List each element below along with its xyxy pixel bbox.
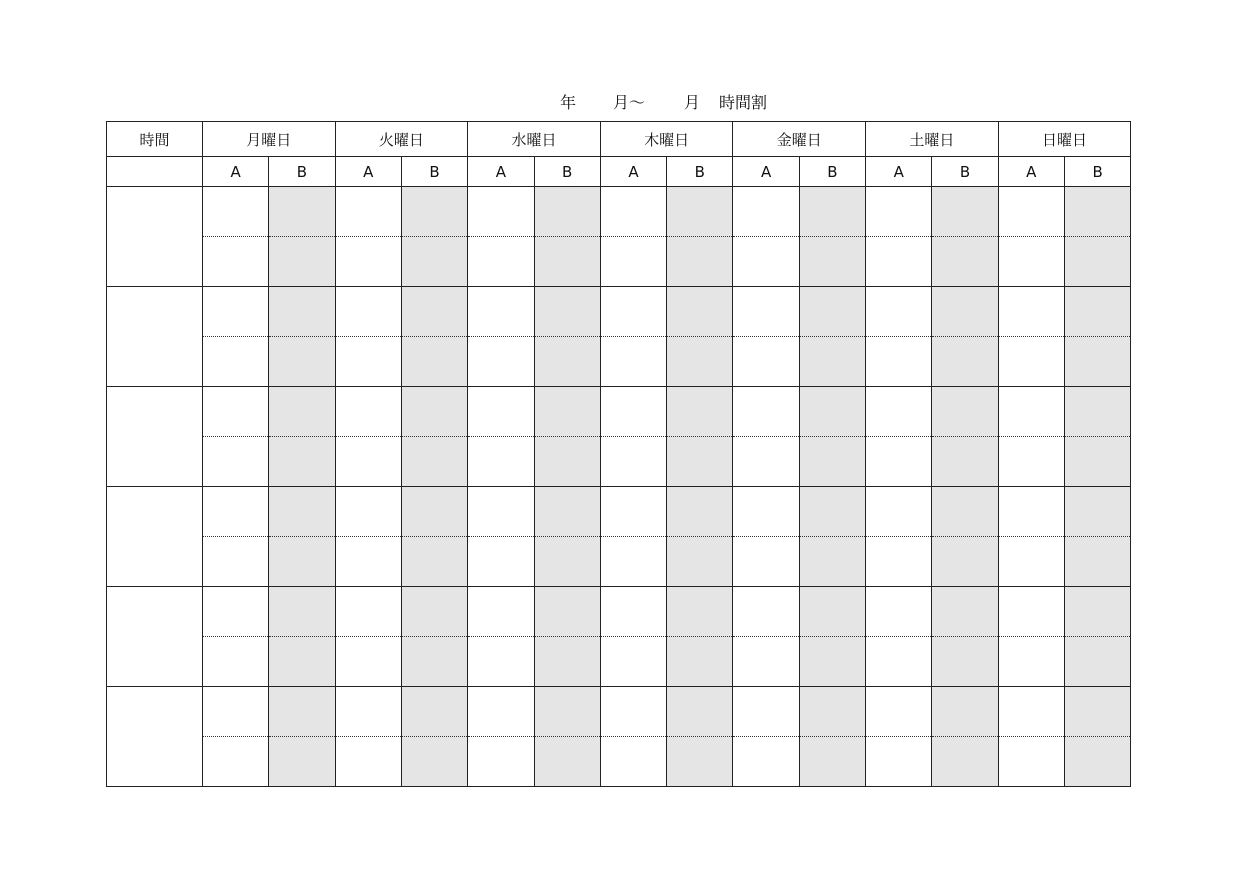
cell-tue-b[interactable] bbox=[401, 337, 467, 387]
cell-sun-a[interactable] bbox=[998, 637, 1064, 687]
cell-fri-a[interactable] bbox=[733, 737, 799, 787]
cell-tue-b[interactable] bbox=[401, 537, 467, 587]
cell-wed-b[interactable] bbox=[534, 187, 600, 237]
cell-tue-b[interactable] bbox=[401, 737, 467, 787]
cell-sun-b[interactable] bbox=[1064, 187, 1130, 237]
cell-mon-a[interactable] bbox=[203, 187, 269, 237]
cell-mon-a[interactable] bbox=[203, 287, 269, 337]
cell-thu-a[interactable] bbox=[600, 487, 666, 537]
cell-mon-a[interactable] bbox=[203, 387, 269, 437]
period-row-upper bbox=[107, 387, 1131, 437]
cell-tue-b[interactable] bbox=[401, 687, 467, 737]
cell-mon-b[interactable] bbox=[269, 387, 335, 437]
cell-tue-a[interactable] bbox=[335, 287, 401, 337]
cell-sat-a[interactable] bbox=[866, 587, 932, 637]
cell-fri-b[interactable] bbox=[799, 687, 865, 737]
cell-fri-a[interactable] bbox=[733, 587, 799, 637]
cell-tue-a[interactable] bbox=[335, 237, 401, 287]
cell-sat-a[interactable] bbox=[866, 387, 932, 437]
cell-fri-a[interactable] bbox=[733, 487, 799, 537]
period-row-upper bbox=[107, 587, 1131, 637]
cell-sat-a[interactable] bbox=[866, 637, 932, 687]
cell-fri-b[interactable] bbox=[799, 237, 865, 287]
cell-sat-b[interactable] bbox=[932, 387, 998, 437]
period-row-lower bbox=[107, 537, 1131, 587]
cell-sat-b[interactable] bbox=[932, 737, 998, 787]
cell-thu-b[interactable] bbox=[667, 737, 733, 787]
cell-sat-a[interactable] bbox=[866, 287, 932, 337]
period-row-upper bbox=[107, 287, 1131, 337]
cell-wed-a[interactable] bbox=[468, 237, 534, 287]
cell-fri-b[interactable] bbox=[799, 537, 865, 587]
title-year-unit: 年 bbox=[560, 93, 577, 112]
cell-wed-a[interactable] bbox=[468, 537, 534, 587]
cell-mon-b[interactable] bbox=[269, 337, 335, 387]
cell-thu-a[interactable] bbox=[600, 687, 666, 737]
cell-thu-b[interactable] bbox=[667, 287, 733, 337]
time-slot-cell[interactable] bbox=[107, 187, 203, 287]
cell-tue-b[interactable] bbox=[401, 487, 467, 537]
cell-wed-a[interactable] bbox=[468, 387, 534, 437]
day-header-sun: 日曜日 bbox=[998, 122, 1131, 157]
cell-wed-b[interactable] bbox=[534, 637, 600, 687]
time-slot-cell[interactable] bbox=[107, 387, 203, 487]
cell-sun-a[interactable] bbox=[998, 737, 1064, 787]
cell-sat-a[interactable] bbox=[866, 687, 932, 737]
cell-mon-b[interactable] bbox=[269, 187, 335, 237]
cell-mon-a[interactable] bbox=[203, 687, 269, 737]
cell-thu-a[interactable] bbox=[600, 387, 666, 437]
title-month-to: 月 bbox=[684, 93, 701, 112]
cell-tue-a[interactable] bbox=[335, 737, 401, 787]
cell-wed-b[interactable] bbox=[534, 387, 600, 437]
cell-mon-a[interactable] bbox=[203, 537, 269, 587]
sub-header-a: A bbox=[335, 157, 401, 187]
cell-tue-b[interactable] bbox=[401, 387, 467, 437]
cell-wed-a[interactable] bbox=[468, 687, 534, 737]
sub-header-a: A bbox=[203, 157, 269, 187]
period-row-lower bbox=[107, 437, 1131, 487]
cell-sat-a[interactable] bbox=[866, 187, 932, 237]
cell-thu-a[interactable] bbox=[600, 187, 666, 237]
cell-fri-b[interactable] bbox=[799, 637, 865, 687]
cell-wed-b[interactable] bbox=[534, 237, 600, 287]
sub-header-b: B bbox=[799, 157, 865, 187]
cell-sun-a[interactable] bbox=[998, 337, 1064, 387]
cell-mon-a[interactable] bbox=[203, 237, 269, 287]
cell-mon-b[interactable] bbox=[269, 587, 335, 637]
cell-sun-b[interactable] bbox=[1064, 487, 1130, 537]
cell-sun-b[interactable] bbox=[1064, 387, 1130, 437]
cell-sat-a[interactable] bbox=[866, 537, 932, 587]
cell-sun-b[interactable] bbox=[1064, 687, 1130, 737]
cell-thu-a[interactable] bbox=[600, 437, 666, 487]
cell-tue-a[interactable] bbox=[335, 487, 401, 537]
cell-fri-a[interactable] bbox=[733, 337, 799, 387]
cell-fri-b[interactable] bbox=[799, 187, 865, 237]
cell-sat-b[interactable] bbox=[932, 587, 998, 637]
cell-sat-a[interactable] bbox=[866, 337, 932, 387]
cell-tue-a[interactable] bbox=[335, 687, 401, 737]
cell-sat-b[interactable] bbox=[932, 637, 998, 687]
cell-fri-a[interactable] bbox=[733, 387, 799, 437]
cell-sun-a[interactable] bbox=[998, 587, 1064, 637]
sub-header-b: B bbox=[269, 157, 335, 187]
cell-fri-b[interactable] bbox=[799, 287, 865, 337]
cell-fri-a[interactable] bbox=[733, 437, 799, 487]
time-slot-cell[interactable] bbox=[107, 487, 203, 587]
cell-sun-b[interactable] bbox=[1064, 337, 1130, 387]
cell-mon-a[interactable] bbox=[203, 637, 269, 687]
cell-wed-a[interactable] bbox=[468, 737, 534, 787]
cell-sun-a[interactable] bbox=[998, 287, 1064, 337]
cell-thu-a[interactable] bbox=[600, 337, 666, 387]
cell-thu-b[interactable] bbox=[667, 637, 733, 687]
period-row-lower bbox=[107, 737, 1131, 787]
day-header-wed: 水曜日 bbox=[468, 122, 601, 157]
sub-header-b: B bbox=[932, 157, 998, 187]
cell-sun-a[interactable] bbox=[998, 237, 1064, 287]
period-row-lower bbox=[107, 637, 1131, 687]
cell-wed-a[interactable] bbox=[468, 437, 534, 487]
cell-mon-a[interactable] bbox=[203, 737, 269, 787]
cell-thu-a[interactable] bbox=[600, 587, 666, 637]
cell-wed-a[interactable] bbox=[468, 187, 534, 237]
day-header-tue: 火曜日 bbox=[335, 122, 468, 157]
cell-sat-b[interactable] bbox=[932, 337, 998, 387]
cell-sun-b[interactable] bbox=[1064, 537, 1130, 587]
day-header-row bbox=[107, 122, 1131, 157]
cell-tue-a[interactable] bbox=[335, 337, 401, 387]
cell-thu-a[interactable] bbox=[600, 287, 666, 337]
cell-tue-a[interactable] bbox=[335, 587, 401, 637]
cell-mon-a[interactable] bbox=[203, 487, 269, 537]
cell-mon-b[interactable] bbox=[269, 537, 335, 587]
cell-mon-b[interactable] bbox=[269, 637, 335, 687]
cell-fri-a[interactable] bbox=[733, 287, 799, 337]
cell-tue-b[interactable] bbox=[401, 187, 467, 237]
sub-header-b: B bbox=[667, 157, 733, 187]
period-row-upper bbox=[107, 487, 1131, 537]
cell-thu-b[interactable] bbox=[667, 487, 733, 537]
cell-sat-b[interactable] bbox=[932, 487, 998, 537]
sub-header-a: A bbox=[468, 157, 534, 187]
cell-tue-b[interactable] bbox=[401, 637, 467, 687]
cell-sun-b[interactable] bbox=[1064, 287, 1130, 337]
cell-thu-b[interactable] bbox=[667, 537, 733, 587]
time-subheader-blank bbox=[107, 157, 203, 187]
cell-thu-b[interactable] bbox=[667, 687, 733, 737]
cell-thu-b[interactable] bbox=[667, 237, 733, 287]
cell-wed-a[interactable] bbox=[468, 587, 534, 637]
cell-wed-b[interactable] bbox=[534, 737, 600, 787]
cell-sat-b[interactable] bbox=[932, 437, 998, 487]
cell-sat-b[interactable] bbox=[932, 237, 998, 287]
cell-sun-a[interactable] bbox=[998, 187, 1064, 237]
cell-wed-a[interactable] bbox=[468, 337, 534, 387]
cell-thu-a[interactable] bbox=[600, 537, 666, 587]
cell-mon-b[interactable] bbox=[269, 287, 335, 337]
period-row-upper bbox=[107, 187, 1131, 237]
cell-tue-a[interactable] bbox=[335, 437, 401, 487]
cell-tue-b[interactable] bbox=[401, 287, 467, 337]
cell-wed-b[interactable] bbox=[534, 587, 600, 637]
cell-wed-b[interactable] bbox=[534, 687, 600, 737]
cell-tue-a[interactable] bbox=[335, 387, 401, 437]
cell-sun-b[interactable] bbox=[1064, 237, 1130, 287]
sub-header-b: B bbox=[401, 157, 467, 187]
cell-mon-b[interactable] bbox=[269, 237, 335, 287]
cell-mon-b[interactable] bbox=[269, 737, 335, 787]
cell-sat-a[interactable] bbox=[866, 487, 932, 537]
title-month-from: 月〜 bbox=[613, 93, 646, 112]
cell-wed-b[interactable] bbox=[534, 537, 600, 587]
cell-sat-a[interactable] bbox=[866, 437, 932, 487]
cell-fri-a[interactable] bbox=[733, 237, 799, 287]
cell-fri-a[interactable] bbox=[733, 537, 799, 587]
cell-wed-b[interactable] bbox=[534, 437, 600, 487]
timetable-grid bbox=[106, 121, 1131, 787]
cell-thu-b[interactable] bbox=[667, 187, 733, 237]
time-slot-cell[interactable] bbox=[107, 587, 203, 687]
cell-sun-a[interactable] bbox=[998, 487, 1064, 537]
day-header-thu: 木曜日 bbox=[600, 122, 733, 157]
cell-tue-a[interactable] bbox=[335, 187, 401, 237]
cell-fri-b[interactable] bbox=[799, 437, 865, 487]
cell-sat-b[interactable] bbox=[932, 187, 998, 237]
cell-mon-a[interactable] bbox=[203, 587, 269, 637]
sub-header-a: A bbox=[998, 157, 1064, 187]
cell-sun-a[interactable] bbox=[998, 537, 1064, 587]
cell-fri-a[interactable] bbox=[733, 637, 799, 687]
period-row-lower bbox=[107, 237, 1131, 287]
time-header: 時間 bbox=[107, 122, 203, 157]
title-name: 時間割 bbox=[719, 93, 768, 112]
cell-mon-b[interactable] bbox=[269, 437, 335, 487]
sub-header-a: A bbox=[866, 157, 932, 187]
cell-tue-b[interactable] bbox=[401, 237, 467, 287]
cell-thu-a[interactable] bbox=[600, 737, 666, 787]
period-row-upper bbox=[107, 687, 1131, 737]
cell-sat-b[interactable] bbox=[932, 687, 998, 737]
cell-sun-b[interactable] bbox=[1064, 637, 1130, 687]
cell-thu-b[interactable] bbox=[667, 437, 733, 487]
cell-fri-b[interactable] bbox=[799, 387, 865, 437]
period-row-lower bbox=[107, 337, 1131, 387]
cell-fri-a[interactable] bbox=[733, 187, 799, 237]
cell-tue-b[interactable] bbox=[401, 587, 467, 637]
cell-fri-b[interactable] bbox=[799, 487, 865, 537]
cell-wed-a[interactable] bbox=[468, 637, 534, 687]
time-slot-cell[interactable] bbox=[107, 687, 203, 787]
cell-fri-b[interactable] bbox=[799, 337, 865, 387]
cell-mon-b[interactable] bbox=[269, 487, 335, 537]
cell-tue-a[interactable] bbox=[335, 537, 401, 587]
cell-sun-a[interactable] bbox=[998, 687, 1064, 737]
cell-tue-b[interactable] bbox=[401, 437, 467, 487]
day-header-fri: 金曜日 bbox=[733, 122, 866, 157]
cell-fri-a[interactable] bbox=[733, 687, 799, 737]
cell-sun-b[interactable] bbox=[1064, 587, 1130, 637]
sub-header-b: B bbox=[534, 157, 600, 187]
cell-sun-b[interactable] bbox=[1064, 737, 1130, 787]
cell-thu-a[interactable] bbox=[600, 637, 666, 687]
cell-thu-b[interactable] bbox=[667, 587, 733, 637]
cell-sat-b[interactable] bbox=[932, 537, 998, 587]
cell-tue-a[interactable] bbox=[335, 637, 401, 687]
sub-header-b: B bbox=[1064, 157, 1130, 187]
cell-mon-a[interactable] bbox=[203, 337, 269, 387]
cell-wed-b[interactable] bbox=[534, 337, 600, 387]
sub-header-a: A bbox=[600, 157, 666, 187]
day-header-sat: 土曜日 bbox=[866, 122, 999, 157]
cell-sat-a[interactable] bbox=[866, 737, 932, 787]
cell-sat-b[interactable] bbox=[932, 287, 998, 337]
cell-thu-b[interactable] bbox=[667, 337, 733, 387]
cell-wed-a[interactable] bbox=[468, 487, 534, 537]
cell-sun-a[interactable] bbox=[998, 387, 1064, 437]
cell-sun-b[interactable] bbox=[1064, 437, 1130, 487]
cell-sun-a[interactable] bbox=[998, 437, 1064, 487]
cell-thu-a[interactable] bbox=[600, 237, 666, 287]
cell-sat-a[interactable] bbox=[866, 237, 932, 287]
cell-mon-a[interactable] bbox=[203, 437, 269, 487]
ab-header-row bbox=[107, 157, 1131, 187]
day-header-mon: 月曜日 bbox=[203, 122, 336, 157]
cell-wed-b[interactable] bbox=[534, 287, 600, 337]
cell-wed-a[interactable] bbox=[468, 287, 534, 337]
cell-mon-b[interactable] bbox=[269, 687, 335, 737]
cell-fri-b[interactable] bbox=[799, 737, 865, 787]
time-slot-cell[interactable] bbox=[107, 287, 203, 387]
sub-header-a: A bbox=[733, 157, 799, 187]
cell-fri-b[interactable] bbox=[799, 587, 865, 637]
cell-wed-b[interactable] bbox=[534, 487, 600, 537]
cell-thu-b[interactable] bbox=[667, 387, 733, 437]
